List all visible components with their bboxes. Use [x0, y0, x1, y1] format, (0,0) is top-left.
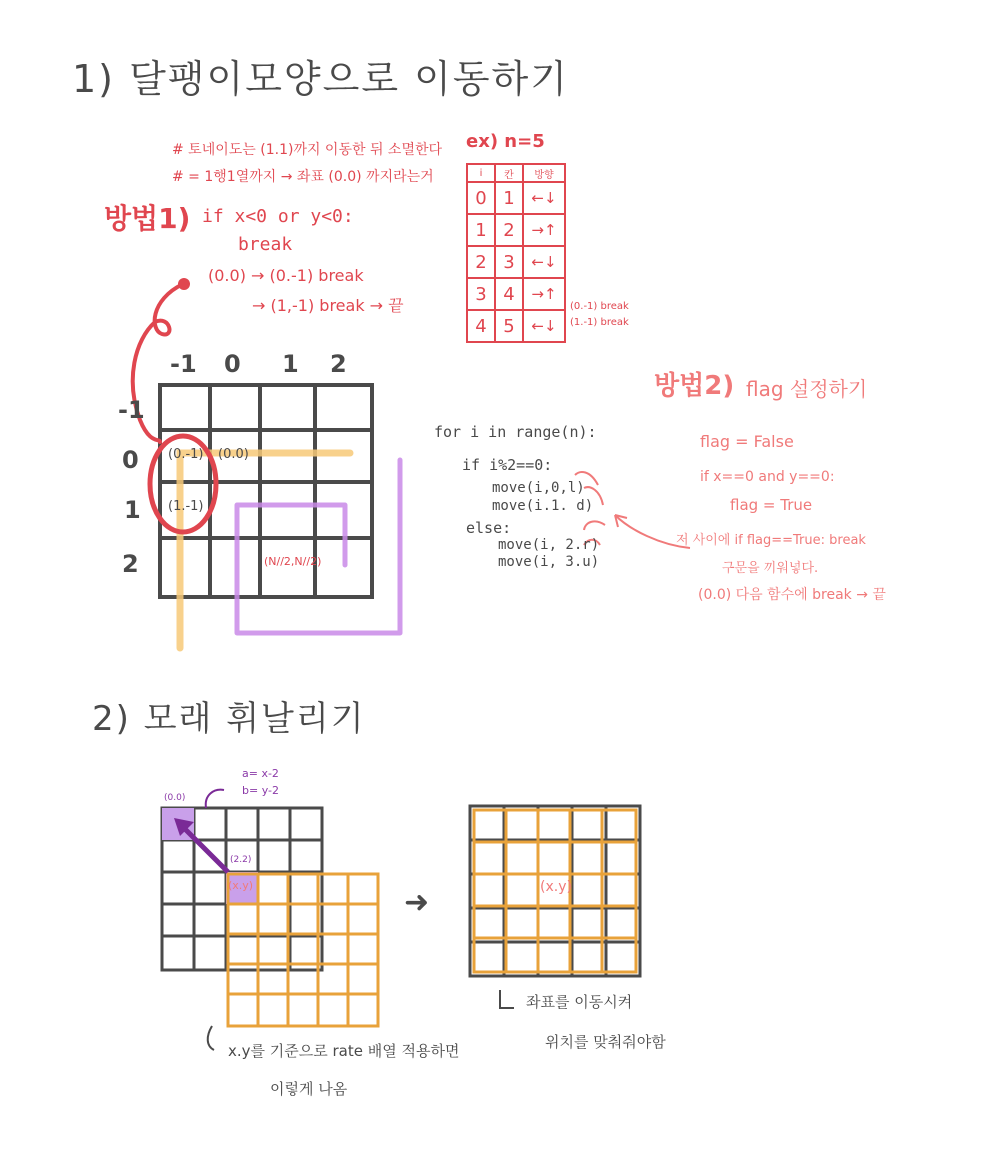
- point-22-label: (2.2): [230, 855, 252, 865]
- cell-i: 3: [467, 278, 495, 310]
- loop-code-move: move(i,0,l): [492, 480, 585, 496]
- cell-label-1-neg1: (1.-1): [168, 499, 204, 514]
- equation-b: b= y-2: [242, 784, 279, 797]
- loop-code-for: for i in range(n):: [434, 423, 597, 441]
- method1-code-if: if x<0 or y<0:: [202, 206, 354, 227]
- xy-label: (x.y): [228, 879, 254, 892]
- caption-right-2: 위치를 맞춰줘야함: [545, 1033, 666, 1051]
- caption-left-2: 이렇게 나옴: [270, 1080, 348, 1098]
- method1-code-break: break: [238, 234, 293, 255]
- cell-count: 2: [495, 214, 523, 246]
- cell-direction: ←↓: [523, 246, 565, 278]
- col-label: 0: [224, 350, 241, 378]
- cell-count: 5: [495, 310, 523, 342]
- cell-direction: →↑: [523, 214, 565, 246]
- origin-label: (0.0): [164, 793, 186, 803]
- method2-note-3: (0.0) 다음 함수에 break → 끝: [698, 587, 886, 603]
- method2-note-2: 구문을 끼워넣다.: [722, 561, 819, 576]
- row-label: 1: [124, 496, 141, 524]
- section1-title: 1) 달팽이모양으로 이동하기: [72, 57, 569, 101]
- example-note-1: (0.-1) break: [570, 301, 629, 312]
- loop-code-move: move(i, 2.r): [498, 537, 600, 553]
- example-note-2: (1.-1) break: [570, 317, 629, 328]
- example-table: [466, 163, 566, 343]
- loop-code-if: if i%2==0:: [462, 456, 553, 474]
- xy-result-label: (x.y): [540, 879, 572, 895]
- section2-title: 2) 모래 휘날리기: [92, 699, 366, 739]
- hook-mark-right: [500, 990, 514, 1008]
- right-arrow-icon: ➜: [404, 885, 430, 920]
- col-label: 2: [330, 350, 347, 378]
- cell-label-center: (N//2,N//2): [264, 555, 322, 568]
- method1-step-1: (0.0) → (0.-1) break: [208, 266, 364, 285]
- cell-direction: ←↓: [523, 182, 565, 214]
- table-header-row: [467, 164, 565, 182]
- method2-code-true: flag = True: [730, 496, 813, 514]
- row-label: -1: [118, 396, 145, 424]
- method2-label: 방법2): [654, 371, 735, 401]
- method1-label: 방법1): [104, 202, 191, 235]
- table-row: [467, 214, 565, 246]
- note-line-1: # 토네이도는 (1.1)까지 이동한 뒤 소멸한다: [172, 142, 443, 158]
- cell-i: 2: [467, 246, 495, 278]
- loop-code-else: else:: [466, 519, 512, 537]
- row-label: 0: [122, 446, 139, 474]
- header-direction: 방향: [523, 164, 565, 182]
- hook-mark-left: [208, 1026, 214, 1050]
- caption-left-1: x.y를 기준으로 rate 배열 적용하면: [228, 1042, 460, 1060]
- method2-code-flag: flag = False: [700, 432, 794, 451]
- col-label: 1: [282, 350, 299, 378]
- header-i: i: [467, 164, 495, 182]
- cell-i: 1: [467, 214, 495, 246]
- table-row: [467, 310, 565, 342]
- caption-right-1: 좌표를 이동시켜: [526, 993, 633, 1011]
- cell-direction: →↑: [523, 278, 565, 310]
- col-label: -1: [170, 350, 197, 378]
- table-row: [467, 278, 565, 310]
- table-row: [467, 182, 565, 214]
- loop-code-move: move(i, 3.u): [498, 554, 600, 570]
- cell-count: 1: [495, 182, 523, 214]
- cell-count: 3: [495, 246, 523, 278]
- red-dot: [178, 278, 190, 290]
- row-label: 2: [122, 550, 139, 578]
- cell-label-0-neg1: (0.-1): [168, 447, 204, 462]
- cell-count: 4: [495, 278, 523, 310]
- example-title: ex) n=5: [466, 131, 545, 152]
- loop-code-move: move(i.1. d): [492, 498, 594, 514]
- header-cells: 칸: [495, 164, 523, 182]
- cell-label-0-0: (0.0): [218, 447, 249, 462]
- note-line-2: # = 1행1열까지 → 좌표 (0.0) 까지라는거: [172, 169, 434, 185]
- method2-title: flag 설정하기: [746, 377, 868, 401]
- cell-direction: ←↓: [523, 310, 565, 342]
- cell-i: 4: [467, 310, 495, 342]
- method2-code-if: if x==0 and y==0:: [700, 469, 835, 485]
- cell-i: 0: [467, 182, 495, 214]
- method2-note-1: 저 사이에 if flag==True: break: [676, 533, 866, 548]
- method1-step-2: → (1,-1) break → 끝: [252, 296, 404, 315]
- table-row: [467, 246, 565, 278]
- equation-a: a= x-2: [242, 767, 279, 780]
